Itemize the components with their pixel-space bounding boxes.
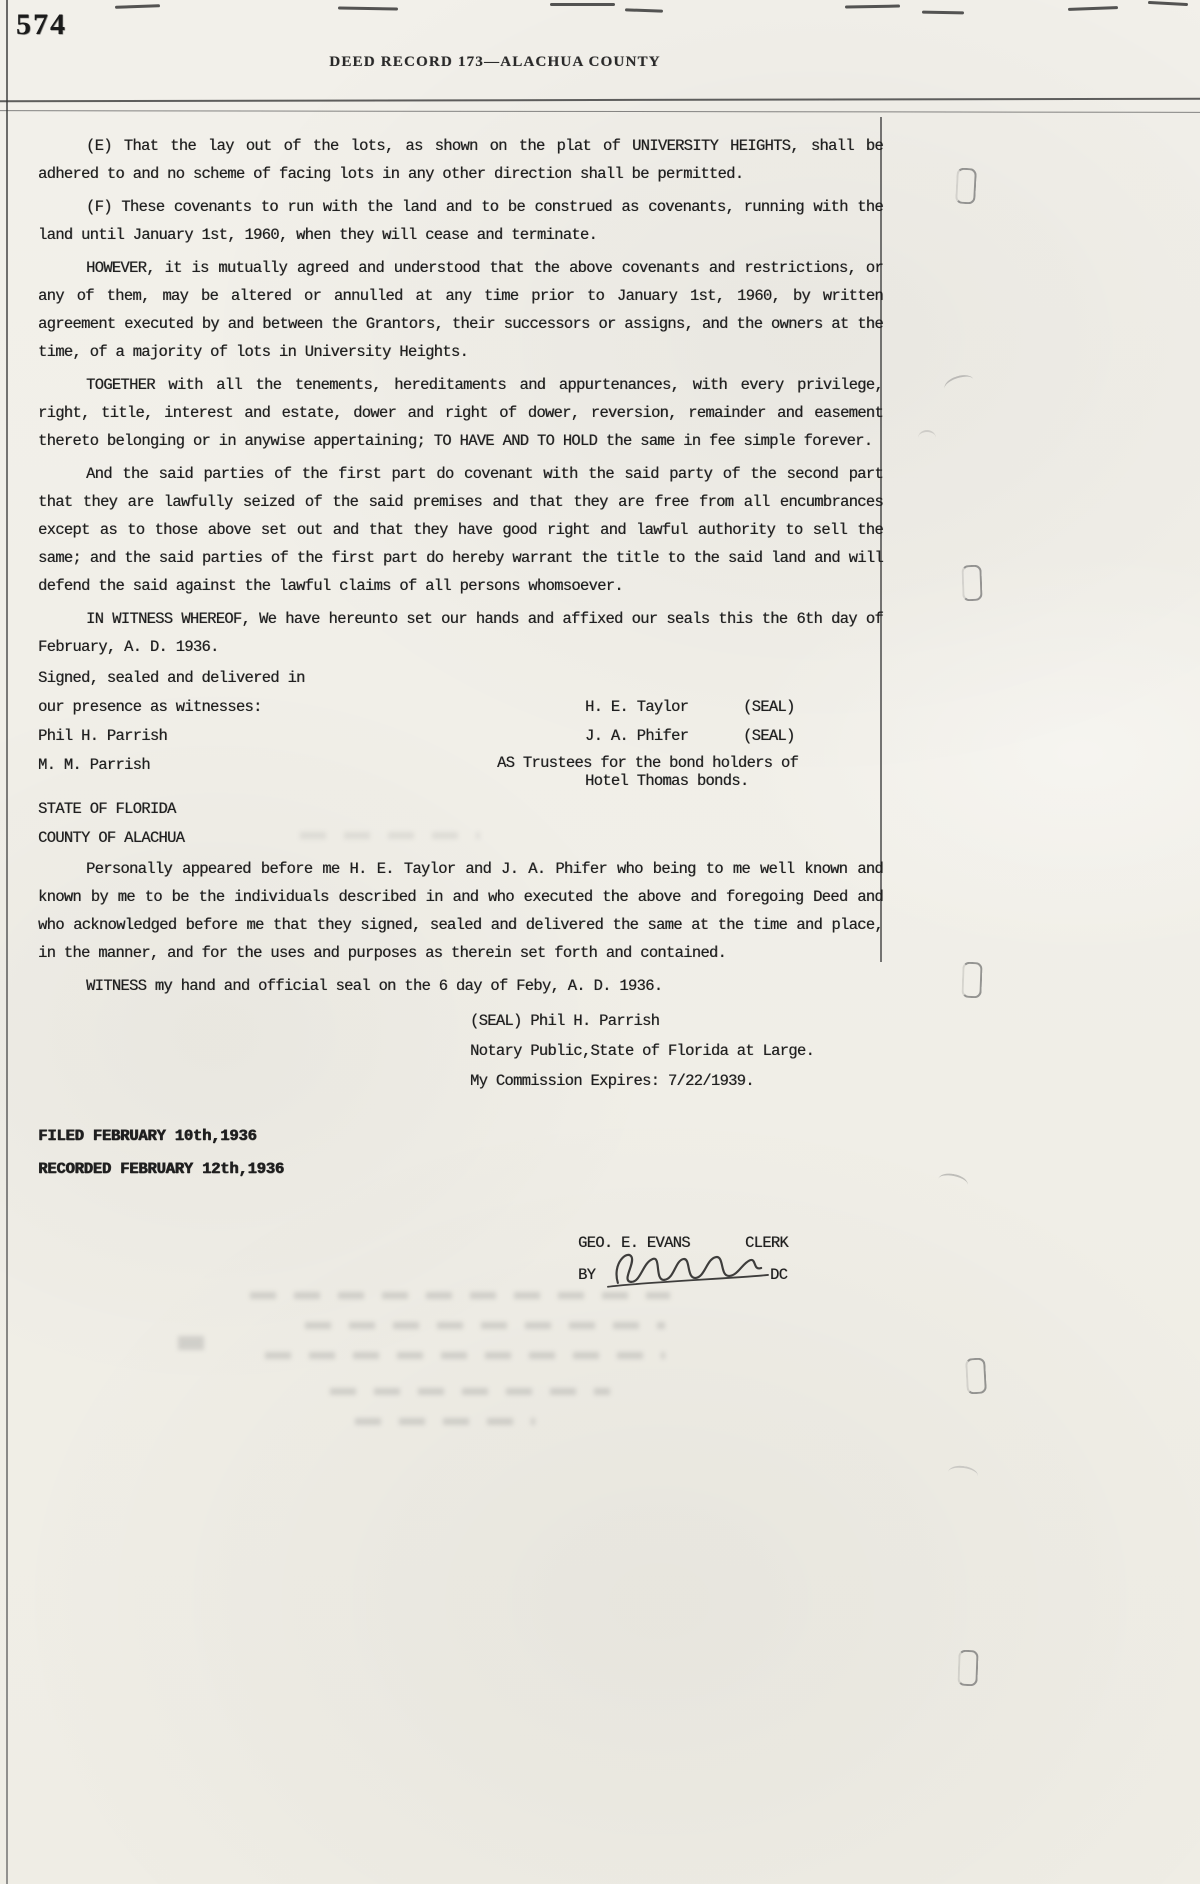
recorded-line: RECORDED FEBRUARY 12th,1936 [38, 1160, 284, 1178]
ghost-text-smudge [265, 1352, 665, 1359]
clerk-block [578, 1228, 878, 1300]
deed-paragraph: (F) These covenants to run with the land and to be construed as covenants, running with the land until January 1st, 1960, when they will cease and terminate. [38, 198, 883, 244]
ghost-text-smudge [330, 1388, 610, 1395]
seal-label: (SEAL) [743, 698, 795, 716]
witness-name: M. M. Parrish [38, 756, 150, 774]
venue-block [38, 795, 538, 853]
trustee-capacity-line: Hotel Thomas bonds. [585, 772, 749, 790]
scan-dash [922, 11, 964, 15]
witness-name: Phil H. Parrish [38, 727, 168, 745]
scan-arc-mark [937, 1171, 970, 1193]
notary-title-line: Notary Public,State of Florida at Large. [470, 1042, 815, 1060]
ghost-text-smudge [300, 832, 480, 839]
page-border-left [6, 0, 8, 1884]
scan-dash [338, 6, 398, 10]
scan-dash [1148, 1, 1188, 6]
clerk-name: GEO. E. EVANS [578, 1234, 690, 1252]
deed-body [38, 132, 883, 661]
trustee-row [38, 751, 883, 790]
notary-commission-line: My Commission Expires: 7/22/1939. [470, 1072, 754, 1090]
witness-intro-line: Signed, sealed and delivered in [38, 669, 305, 687]
binder-hole-mark [965, 1358, 987, 1395]
recording-stamp-block [38, 1120, 558, 1186]
deed-paragraph: (E) That the lay out of the lots, as shown on the plat of UNIVERSITY HEIGHTS, shall be adhered to and no scheme of facing lots in any other direction shall be permitted. [38, 137, 883, 183]
witness-intro-row [38, 664, 883, 693]
scan-arc-mark [942, 372, 975, 396]
notary-block [470, 1006, 890, 1096]
clerk-title: CLERK [745, 1234, 789, 1252]
binder-hole-mark [961, 962, 982, 999]
signer-row [38, 693, 883, 722]
notary-seal-line: (SEAL) Phil H. Parrish [470, 1012, 660, 1030]
binder-hole-mark [957, 1650, 978, 1687]
deed-paragraph: And the said parties of the first part do covenant with the said party of the second part that they are lawfully seized of the said premises and that they are free from all encumbrances except as to those above set out and that they have good right and lawful authority to sell the same; and the said parties of the first part do hereby warrant the title to the said land and will defend the said against the lawful claims of all persons whomsoever. [38, 465, 883, 595]
scan-arc-mark [918, 430, 936, 446]
notary-witness-line: WITNESS my hand and official seal on the 6 day of Feby, A. D. 1936. [86, 977, 663, 995]
header-rule-line [0, 98, 1200, 103]
scan-dash [550, 3, 615, 6]
header-rule-line [0, 110, 1200, 113]
deed-paragraph: HOWEVER, it is mutually agreed and understood that the above covenants and restrictions, or any of them, may be altered or annulled at any time prior to January 1st, 1960, by written agreement executed by and between the Grantors, their successors or assigns, and the owners at the time, of a majority of lots in University Heights. [38, 259, 883, 361]
witness-signature-block [38, 664, 883, 790]
county-line: COUNTY OF ALACHUA [38, 829, 185, 847]
clerk-signature [604, 1246, 772, 1294]
acknowledgment-paragraph: Personally appeared before me H. E. Taylor and J. A. Phifer who being to me well known and known by me to be the individuals described in and who executed the above and foregoing Deed and who acknowledged before me that they signed, sealed and delivered the same at the time and place, in the manner, and for the uses and purposes as therein set forth and contained. [38, 860, 883, 962]
ghost-text-smudge [355, 1418, 535, 1425]
state-line: STATE OF FLORIDA [38, 800, 176, 818]
ghost-text-smudge [250, 1292, 670, 1299]
scan-dash [845, 5, 900, 9]
binder-hole-mark [955, 168, 977, 205]
binder-hole-mark [961, 565, 982, 602]
signer-name: H. E. Taylor [585, 698, 689, 716]
filed-line: FILED FEBRUARY 10th,1936 [38, 1127, 257, 1145]
page-number: 574 [16, 8, 67, 41]
trustee-capacity-line: AS Trustees for the bond holders of [497, 754, 799, 772]
deed-paragraph: TOGETHER with all the tenements, hereditaments and appurtenances, with every privilege, right, title, interest and estate, dower and right of dower, reversion, remainder and easement thereto belonging or in anywise appertaining; TO HAVE AND TO HOLD the same in fee simple forever. [38, 376, 883, 450]
signer-row [38, 722, 883, 751]
scan-arc-mark [947, 1464, 979, 1484]
seal-label: (SEAL) [743, 727, 795, 745]
scan-dash [1068, 6, 1118, 11]
deed-paragraph: IN WITNESS WHEREOF, We have hereunto set our hands and affixed our seals this the 6th day of February, A. D. 1936. [38, 610, 883, 656]
acknowledgment-block [38, 855, 883, 1000]
scan-dash [625, 8, 663, 12]
ghost-text-smudge [178, 1336, 206, 1350]
signer-name: J. A. Phifer [585, 727, 689, 745]
deputy-initials: DC [770, 1266, 788, 1284]
page-header-title: DEED RECORD 173—ALACHUA COUNTY [329, 54, 661, 70]
scan-dash [115, 4, 160, 9]
by-label: BY [578, 1266, 596, 1284]
ghost-text-smudge [305, 1322, 665, 1329]
witness-intro-line: our presence as witnesses: [38, 698, 262, 716]
